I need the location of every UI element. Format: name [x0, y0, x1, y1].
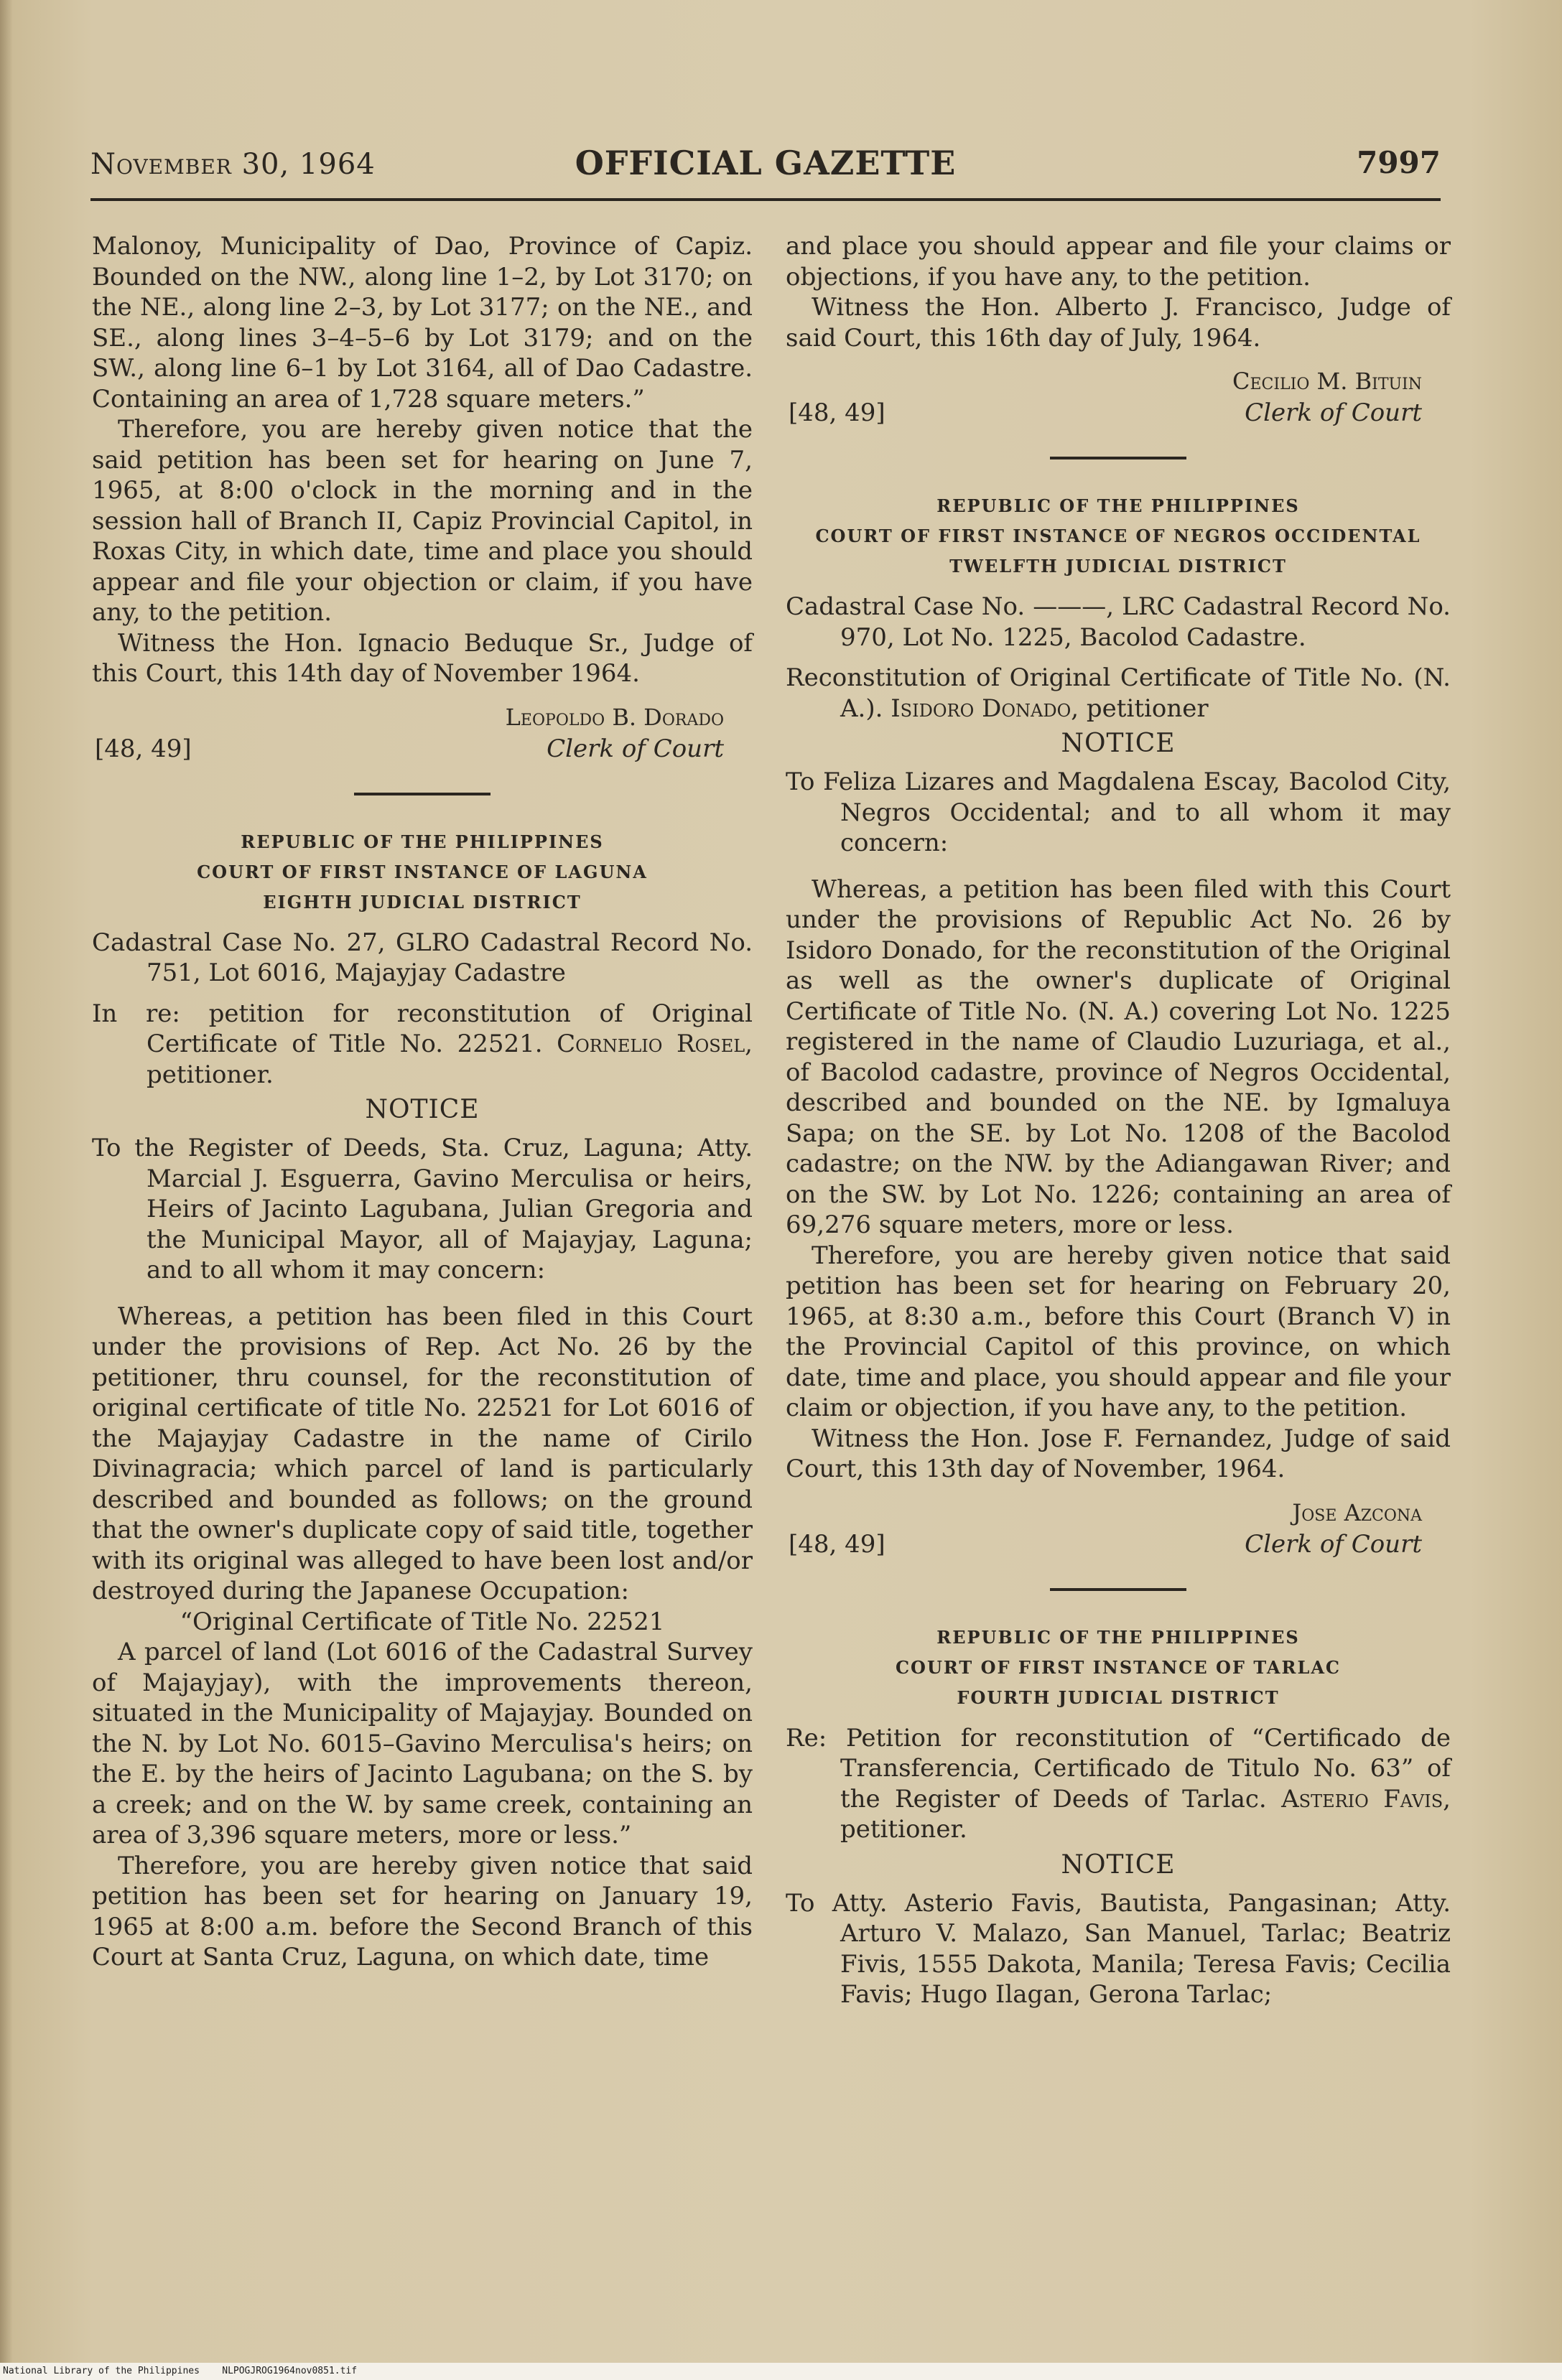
signatory-name: Leopoldo B. Dorado — [505, 703, 724, 731]
issue-reference: [48, 49] — [789, 398, 885, 427]
signatory-name: Jose Azcona — [1292, 1498, 1422, 1526]
court-heading-line: REPUBLIC OF THE PHILIPPINES — [936, 1626, 1300, 1648]
signatory-name: Cecilio M. Bituin — [1232, 368, 1422, 395]
case-caption: Cadastral Case No. 27, GLRO Cadastral Record No. 751, Lot 6016, Majayjay Cadastre — [92, 928, 753, 987]
petitioner-name: Asterio Favis, — [1281, 1784, 1451, 1814]
court-heading-line: COURT OF FIRST INSTANCE OF TARLAC — [895, 1656, 1342, 1678]
section-divider — [1050, 457, 1186, 459]
notice-title: NOTICE — [1061, 729, 1176, 758]
paragraph: Whereas, a petition has been filed in this Court under the provisions of Rep. Act No. 26 by the petitioner, thru counsel, for the reconstitution of original certificate of title No. 22521 for Lot 6016 of the Majayjay Cadastre in the name of Cirilo Divinagracia; which parcel of land is particularly described and bounded as follows; on the ground that the owner's duplicate copy of said title, together with its original was alleged to have been lost and/or destroyed during the Japanese Occupation: — [92, 1302, 753, 1605]
right-column — [786, 231, 1451, 2010]
paragraph: Witness the Hon. Alberto J. Francisco, Judge of said Court, this 16th day of July, 1964. — [786, 293, 1451, 353]
court-heading-line: TWELFTH JUDICIAL DISTRICT — [949, 556, 1287, 577]
court-heading-line: COURT OF FIRST INSTANCE OF LAGUNA — [197, 861, 648, 882]
header-page-number: 7997 — [1357, 145, 1441, 180]
signature-block — [786, 1498, 1451, 1559]
header-date: November 30, 1964 — [90, 148, 376, 181]
signatory-title: Clerk of Court — [1245, 398, 1422, 427]
court-heading-line: COURT OF FIRST INSTANCE OF NEGROS OCCIDENTAL — [815, 526, 1421, 546]
paragraph: Witness the Hon. Ignacio Beduque Sr., Judge of this Court, this 14th day of November 1964. — [92, 628, 753, 688]
issue-reference: [48, 49] — [789, 1529, 885, 1559]
signature-block — [786, 366, 1451, 428]
re-end: petitioner. — [840, 1815, 967, 1844]
page-header — [90, 141, 1441, 191]
signatory-title: Clerk of Court — [1245, 1529, 1422, 1559]
footer-source: National Library of the Philippines — [3, 2366, 200, 2376]
in-re-end: petitioner. — [147, 1060, 274, 1089]
reconstitution-end: petitioner — [1086, 694, 1209, 723]
court-heading — [786, 491, 1451, 582]
page-fold-shadow — [0, 0, 13, 2363]
paragraph: Malonoy, Municipality of Dao, Province of Capiz. Bounded on the NW., along line 1–2, by Lot 3170; on the NE., along line 2–3, by Lot 3177; on the NE., and SE., along lines 3–4–5–6 by Lot 3179; and on the SW., along line 6–1 by Lot 3164, all of Dao Cadastre. Containing an area of 1,728 square meters.” — [92, 232, 753, 414]
paragraph: and place you should appear and file your claims or objections, if you have any, to the petition. — [786, 232, 1451, 291]
court-heading-line: REPUBLIC OF THE PHILIPPINES — [936, 495, 1300, 516]
notice-addressees: To Atty. Asterio Favis, Bautista, Pangasinan; Atty. Arturo V. Malazo, San Manuel, Tarlac; Beatriz Fivis, 1555 Dakota, Manila; Teresa Favis; Cecilia Favis; Hugo Ilagan, Gerona Tarlac; — [786, 1888, 1451, 2009]
paragraph: Whereas, a petition has been filed with this Court under the provisions of Republic Act No. 26 by Isidoro Donado, for the reconstitution of the Original as well as the owner's duplicate of Original Certificate of Title No. (N. A.) covering Lot No. 1225 registered in the name of Claudio Luzuriaga, et al., of Bacolod cadastre, province of Negros Occidental, described and bounded on the NE. by Igmaluya Sapa; on the SE. by Lot No. 1208 of the Bacolod cadastre; on the NW. by the Adiangawan River; and on the SW. by Lot No. 1226; containing an area of 69,276 square meters, more or less. — [786, 874, 1451, 1239]
case-caption: Cadastral Case No. ———, LRC Cadastral Record No. 970, Lot No. 1225, Bacolod Cadastre. — [786, 592, 1451, 652]
reconstitution-caption — [786, 663, 1451, 724]
paragraph: Therefore, you are hereby given notice that said petition has been set for hearing on January 19, 1965 at 8:00 a.m. before the Second Branch of this Court at Santa Cruz, Laguna, on which date, time — [92, 1851, 753, 1971]
issue-reference: [48, 49] — [95, 734, 192, 763]
header-rule — [90, 198, 1441, 201]
re-caption — [786, 1723, 1451, 1845]
petitioner-name: Cornelio Rosel, — [557, 1030, 753, 1058]
header-title: OFFICIAL GAZETTE — [575, 144, 957, 182]
section-divider — [354, 793, 491, 795]
court-heading-line: FOURTH JUDICIAL DISTRICT — [957, 1686, 1280, 1708]
notice-title: NOTICE — [1061, 1849, 1176, 1880]
paragraph: A parcel of land (Lot 6016 of the Cadastral Survey of Majayjay), with the improvements thereon, situated in the Municipality of Majayjay. Bounded on the N. by Lot No. 6015–Gavino Merculisa's heirs; on the E. by the heirs of Jacinto Lagubana; on the S. by a creek; and on the W. by same creek, containing an area of 3,396 square meters, more or less.” — [92, 1638, 753, 1849]
footer-filename: NLPOGJROG1964nov0851.tif — [222, 2366, 358, 2376]
notice-addressees: To the Register of Deeds, Sta. Cruz, Laguna; Atty. Marcial J. Esguerra, Gavino Merculisa or heirs, Heirs of Jacinto Lagubana, Julian Gregoria and the Municipal Mayor, all of Majayjay, Laguna; and to all whom it may concern: — [92, 1134, 753, 1284]
petitioner-name: Isidoro Donado, — [891, 694, 1079, 723]
re-text: Re: Petition for reconstitution of “Certificado de Transferencia, Certificado de Titulo No. 63” of the Register of Deeds of Tarlac. — [786, 1723, 1451, 1814]
court-heading — [92, 827, 753, 918]
notice-title: NOTICE — [365, 1095, 480, 1124]
section-divider — [1050, 1588, 1186, 1591]
left-column — [92, 231, 753, 1973]
court-heading-line: REPUBLIC OF THE PHILIPPINES — [241, 831, 604, 852]
in-re-caption — [92, 999, 753, 1091]
in-re-text: In re: petition for reconstitution of Original Certificate of Title No. 22521. — [92, 999, 753, 1058]
paragraph: Therefore, you are hereby given notice that the said petition has been set for hearing on June 7, 1965, at 8:00 o'clock in the morning and in the session hall of Branch II, Capiz Provincial Capitol, in Roxas City, in which date, time and place you should appear and file your objection or claim, if you have any, to the petition. — [92, 415, 753, 627]
paragraph: Therefore, you are hereby given notice that said petition has been set for hearing on February 20, 1965, at 8:30 a.m., before this Court (Branch V) in the Provincial Capitol of this province, on which date, time and place, you should appear and file your claim or objection, if you have any, to the petition. — [786, 1241, 1451, 1422]
paragraph: Witness the Hon. Jose F. Fernandez, Judge of said Court, this 13th day of November, 1964. — [786, 1424, 1451, 1483]
paragraph: “Original Certificate of Title No. 22521 — [180, 1607, 665, 1636]
court-heading-line: EIGHTH JUDICIAL DISTRICT — [263, 891, 582, 913]
reconstitution-text: Reconstitution of Original Certificate of Title No. (N. A.). — [786, 663, 1451, 723]
signature-block — [92, 702, 753, 764]
signatory-title: Clerk of Court — [547, 734, 724, 763]
notice-addressees: To Feliza Lizares and Magdalena Escay, Bacolod City, Negros Occidental; and to all whom it may concern: — [786, 767, 1451, 857]
scan-footer — [0, 2363, 1562, 2380]
court-heading — [786, 1623, 1451, 1713]
